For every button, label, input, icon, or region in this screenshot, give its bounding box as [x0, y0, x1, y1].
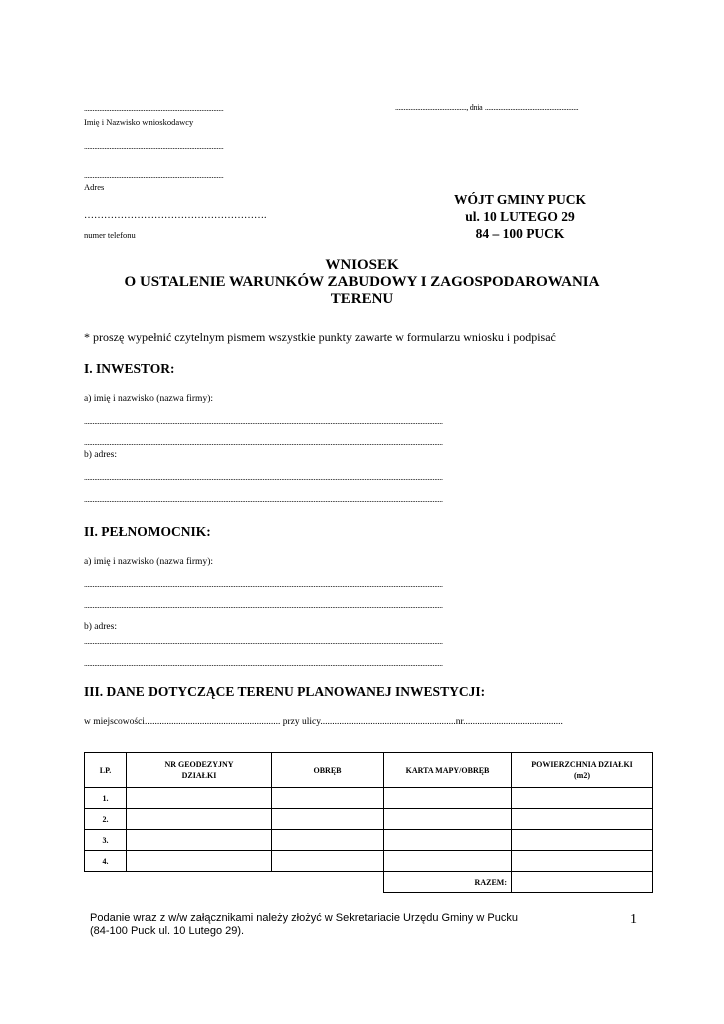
header-parcel-area: POWIERZCHNIA DZIAŁKI (m2): [512, 753, 653, 788]
blank-cell: [127, 872, 272, 893]
applicant-phone-label: numer telefonu: [84, 230, 136, 240]
date-dots[interactable]: .......................................................: [484, 103, 579, 112]
cell-parcel-number[interactable]: [127, 809, 272, 830]
cell-parcel-area[interactable]: [512, 788, 653, 809]
row-number: 4.: [85, 851, 127, 872]
investor-name-dots-1[interactable]: ...................................................................................................................................................................................................................: [84, 417, 443, 426]
applicant-name-dots[interactable]: ..................................................................................: [84, 104, 224, 113]
investor-address-dots-2[interactable]: ...................................................................................................................................................................................................................: [84, 495, 443, 504]
cell-precinct[interactable]: [272, 788, 384, 809]
total-label: RAZEM:: [384, 872, 512, 893]
table-total-row: [85, 872, 653, 893]
table-row: [85, 809, 653, 830]
proxy-address-label: b) adres:: [84, 622, 117, 632]
footer-note-line2: (84-100 Puck ul. 10 Lutego 29).: [90, 925, 245, 937]
cell-map-sheet[interactable]: [384, 809, 512, 830]
section-site-heading: III. DANE DOTYCZĄCE TERENU PLANOWANEJ INWESTYCJI:: [84, 684, 486, 699]
cell-precinct[interactable]: [272, 809, 384, 830]
investor-name-label: a) imię i nazwisko (nazwa firmy):: [84, 394, 213, 404]
row-number: 1.: [85, 788, 127, 809]
applicant-phone-dots[interactable]: ……………………………………………….: [84, 210, 267, 221]
recipient-line2: ul. 10 LUTEGO 29: [465, 209, 575, 224]
applicant-address-label: Adres: [84, 182, 105, 192]
row-number: 3.: [85, 830, 127, 851]
parcels-table: [84, 752, 653, 893]
table-row: [85, 830, 653, 851]
cell-precinct[interactable]: [272, 830, 384, 851]
investor-address-dots-1[interactable]: ...................................................................................................................................................................................................................: [84, 473, 443, 482]
instruction-text: * proszę wypełnić czytelnym pismem wszystkie punkty zawarte w formularzu wniosku i podpisać: [84, 330, 556, 344]
doc-title-line2: O USTALENIE WARUNKÓW ZABUDOWY I ZAGOSPODAROWANIA: [124, 274, 600, 290]
row-number: 2.: [85, 809, 127, 830]
cell-total-area[interactable]: [512, 872, 653, 893]
proxy-name-dots-2[interactable]: ...................................................................................................................................................................................................................: [84, 601, 443, 610]
table-row: [85, 788, 653, 809]
blank-cell: [272, 872, 384, 893]
cell-map-sheet[interactable]: [384, 788, 512, 809]
cell-parcel-number[interactable]: [127, 788, 272, 809]
header-precinct: OBRĘB: [272, 753, 384, 788]
recipient-line1: WÓJT GMINY PUCK: [453, 192, 586, 207]
table-row: [85, 851, 653, 872]
section-proxy-heading: II. PEŁNOMOCNIK:: [84, 524, 211, 539]
applicant-address-dots-1[interactable]: ..................................................................................: [84, 142, 224, 151]
doc-title-line1: WNIOSEK: [325, 257, 399, 273]
recipient-line3: 84 – 100 PUCK: [475, 226, 565, 241]
table-header-row: [85, 753, 653, 788]
applicant-name-label: Imię i Nazwisko wnioskodawcy: [84, 117, 194, 127]
proxy-name-label: a) imię i nazwisko (nazwa firmy):: [84, 557, 213, 567]
header-map-sheet: KARTA MAPY/OBRĘB: [384, 753, 512, 788]
doc-title-line3: TERENU: [330, 291, 394, 307]
section-investor-heading: I. INWESTOR:: [84, 361, 175, 376]
footer-note-line1: Podanie wraz z w/w załącznikami należy złożyć w Sekretariacie Urzędu Gminy w Pucku: [90, 912, 518, 924]
cell-parcel-number[interactable]: [127, 830, 272, 851]
page-number: 1: [630, 912, 637, 927]
proxy-name-dots-1[interactable]: ...................................................................................................................................................................................................................: [84, 580, 443, 589]
investor-address-label: b) adres:: [84, 450, 117, 460]
blank-cell: [85, 872, 127, 893]
proxy-address-dots-2[interactable]: ...................................................................................................................................................................................................................: [84, 659, 443, 668]
cell-parcel-area[interactable]: [512, 851, 653, 872]
cell-parcel-area[interactable]: [512, 830, 653, 851]
place-dots[interactable]: .........................................., dnia: [395, 103, 483, 112]
applicant-address-dots-2[interactable]: ..................................................................................: [84, 171, 224, 180]
date-line: [395, 102, 578, 113]
cell-precinct[interactable]: [272, 851, 384, 872]
investor-name-dots-2[interactable]: ...................................................................................................................................................................................................................: [84, 438, 443, 447]
cell-map-sheet[interactable]: [384, 851, 512, 872]
header-parcel-number: NR GEODEZYJNY DZIAŁKI: [127, 753, 272, 788]
site-location-line[interactable]: w miejscowości......................................................... przy ulicy.........................................................nr..........................................: [84, 717, 563, 727]
cell-map-sheet[interactable]: [384, 830, 512, 851]
cell-parcel-number[interactable]: [127, 851, 272, 872]
cell-parcel-area[interactable]: [512, 809, 653, 830]
proxy-address-dots-1[interactable]: ...................................................................................................................................................................................................................: [84, 637, 443, 646]
header-lp: LP.: [85, 753, 127, 788]
